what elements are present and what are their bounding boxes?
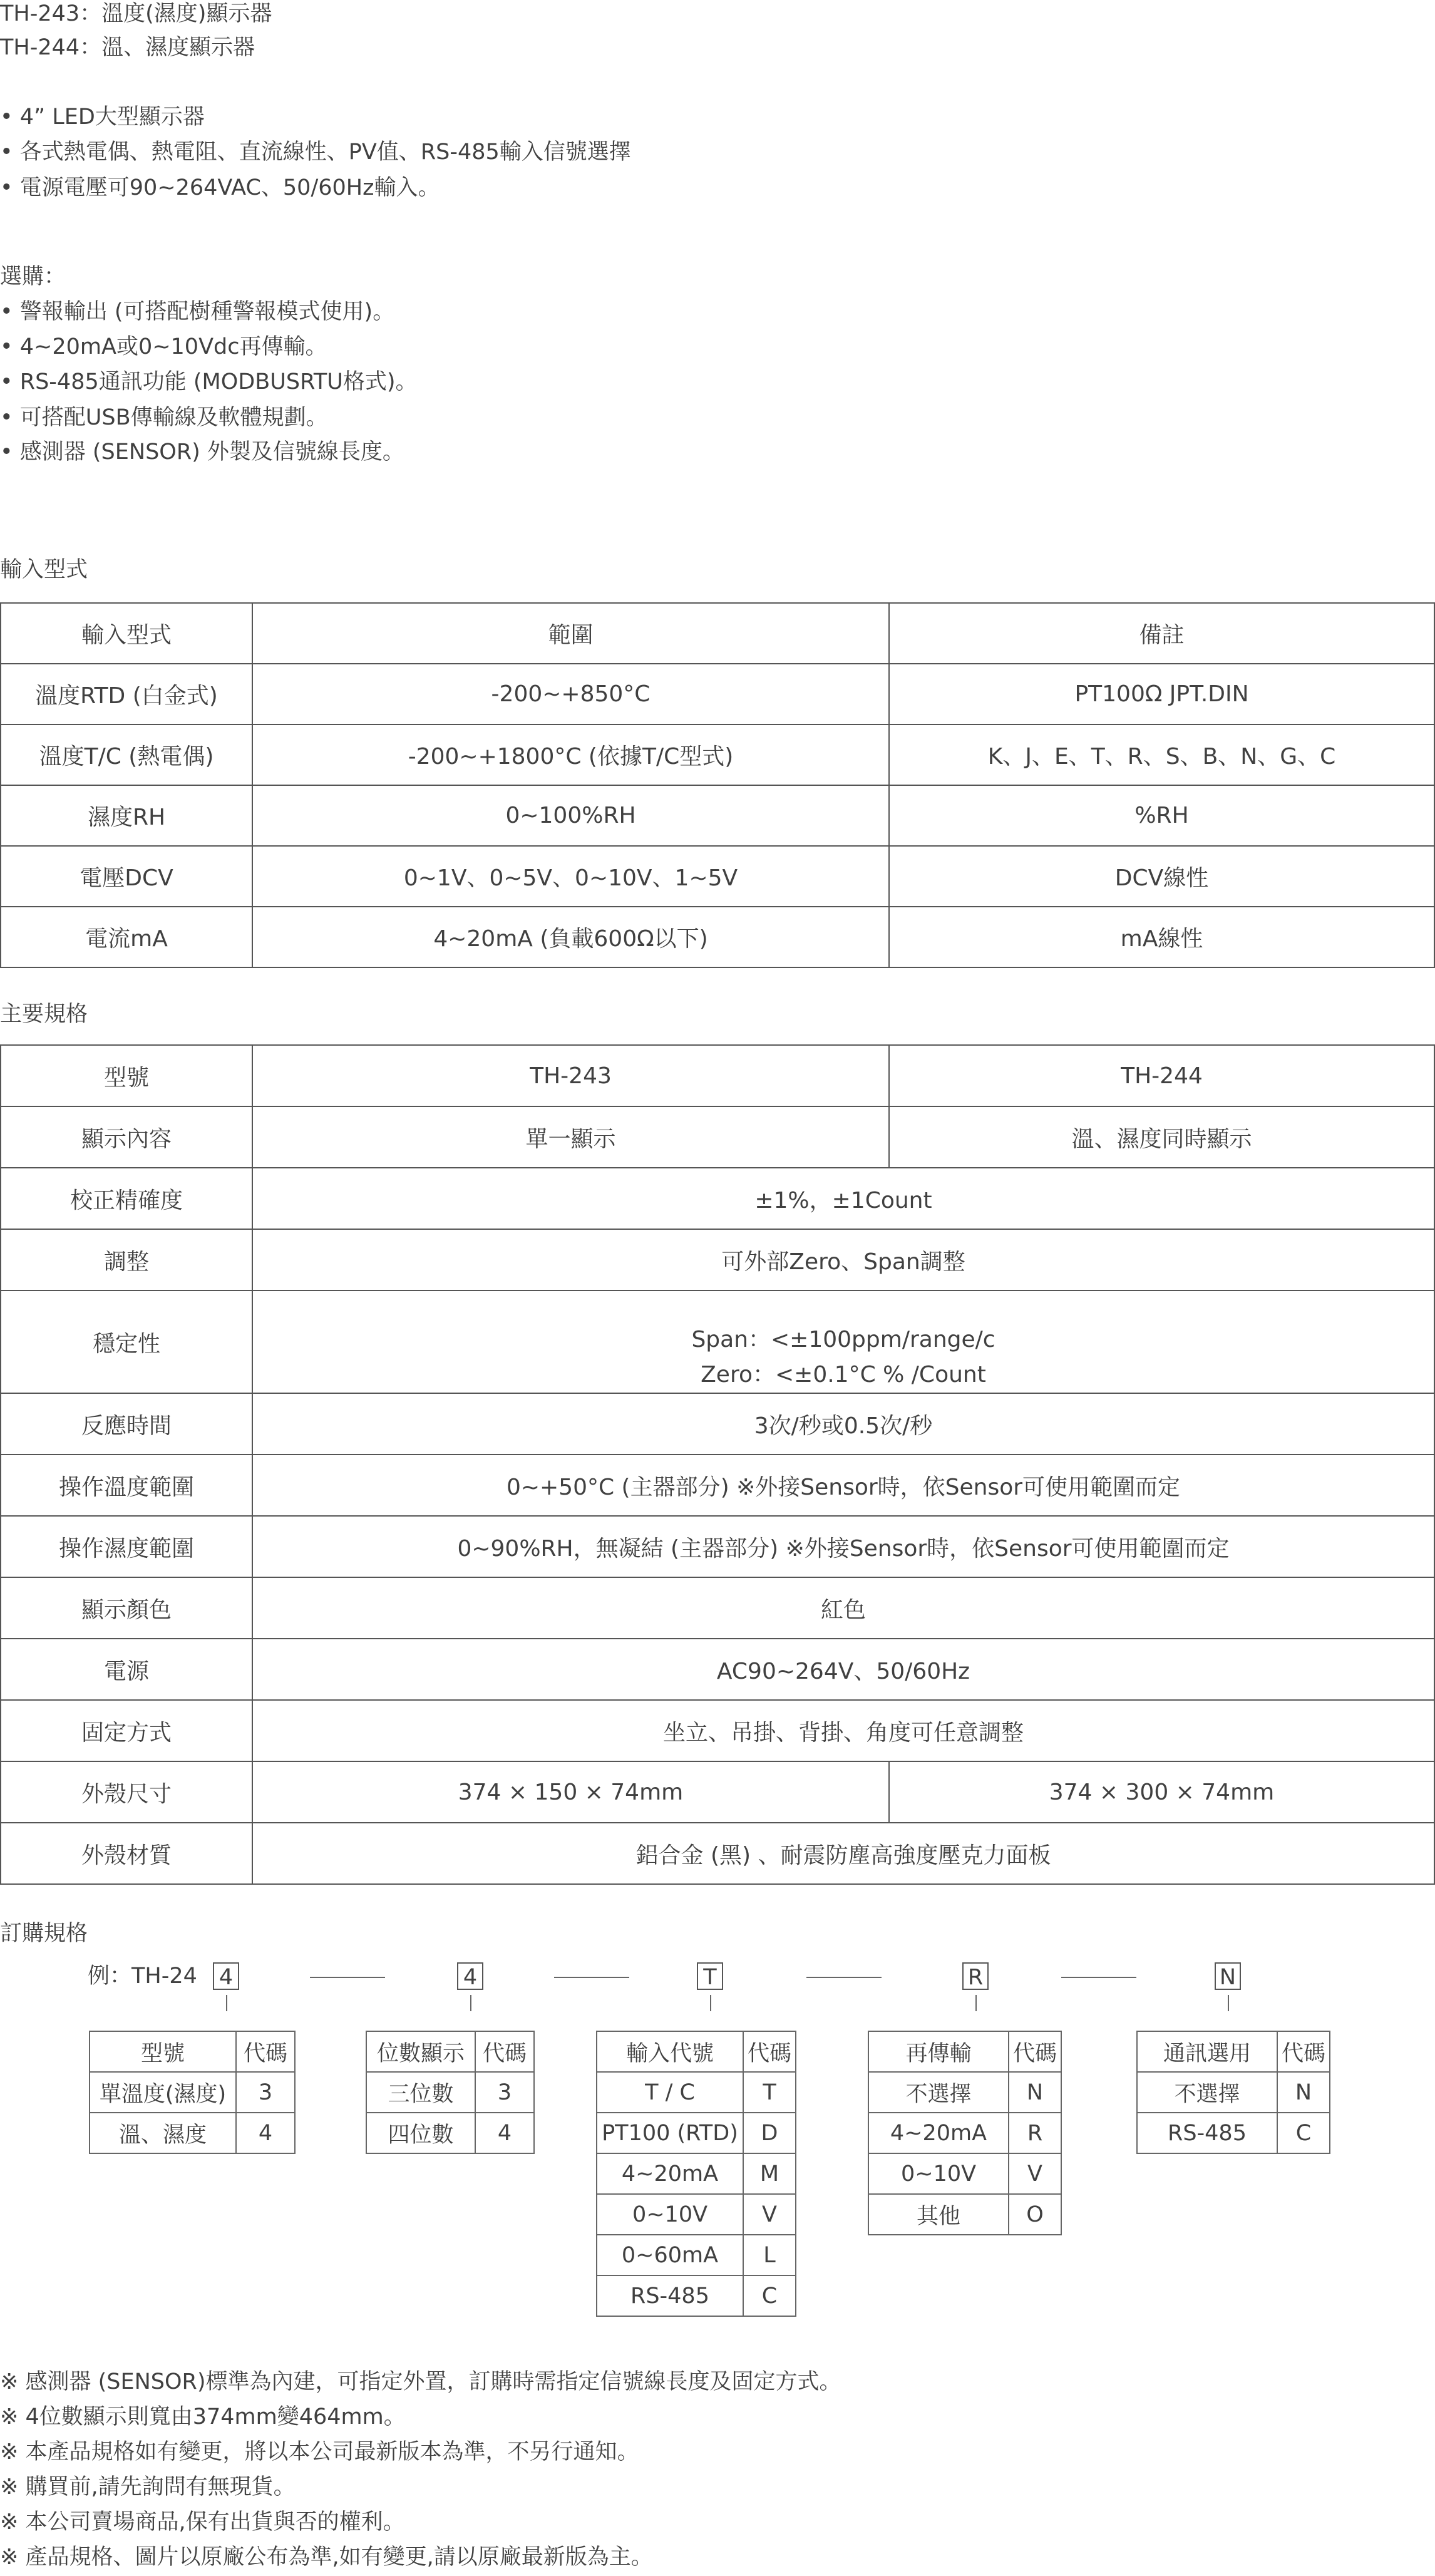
- table-cell: PT100Ω JPT.DIN: [889, 664, 1434, 724]
- table-cell: 0~+50°C (主器部分) ※外接Sensor時，依Sensor可使用範圍而定: [252, 1455, 1434, 1516]
- table-row: [1, 1823, 1434, 1884]
- table-cell: 濕度RH: [1, 785, 252, 846]
- table-cell: O: [1009, 2194, 1061, 2235]
- table-cell: 單溫度(濕度): [90, 2072, 236, 2113]
- table-row: [1, 785, 1434, 846]
- header-cell: 備註: [889, 603, 1434, 664]
- header-cell: 型號: [90, 2031, 236, 2072]
- table-cell: ±1%，±1Count: [252, 1168, 1434, 1229]
- table-cell: 不選擇: [1137, 2072, 1277, 2113]
- table-cell: T / C: [597, 2072, 743, 2113]
- table-cell: 0~1V、0~5V、0~10V、1~5V: [252, 846, 889, 907]
- connector-line: [710, 1995, 711, 2011]
- table-row: [1, 1639, 1434, 1700]
- model-line-243: TH-243：溫度(濕度)顯示器: [0, 1, 272, 26]
- order-table-comm: [1136, 2031, 1330, 2154]
- table-cell: 溫度RTD (白金式): [1, 664, 252, 724]
- spec-table: [0, 1044, 1435, 1885]
- order-code-box: 4: [457, 1962, 483, 1990]
- note-item: ※ 產品規格、圖片以原廠公布為準,如有變更,請以原廠最新版為主。: [0, 2545, 653, 2570]
- table-row: [1, 664, 1434, 724]
- order-example: [88, 1960, 1402, 1992]
- header-cell: 輸入型式: [1, 603, 252, 664]
- order-code-box: 4: [213, 1962, 239, 1990]
- table-cell: 外殼尺寸: [1, 1761, 252, 1823]
- table-cell: 0~10V: [597, 2194, 743, 2235]
- table-cell: 紅色: [252, 1577, 1434, 1639]
- header-cell: 再傳輸: [868, 2031, 1009, 2072]
- table-cell: 3: [475, 2072, 534, 2113]
- table-cell: TH-243: [252, 1045, 889, 1106]
- note-item: ※ 4位數顯示則寬由374mm變464mm。: [0, 2404, 406, 2429]
- table-cell: mA線性: [889, 907, 1434, 967]
- divider: [806, 1977, 882, 1978]
- table-row: [1, 1577, 1434, 1639]
- table-row: [1, 1393, 1434, 1455]
- table-cell: 不選擇: [868, 2072, 1009, 2113]
- table-cell: 反應時間: [1, 1393, 252, 1455]
- table-cell: 0~100%RH: [252, 785, 889, 846]
- order-table-retransmit: [868, 2031, 1062, 2235]
- table-cell: V: [743, 2194, 796, 2235]
- table-cell: 操作溫度範圍: [1, 1455, 252, 1516]
- table-cell: -200~+850°C: [252, 664, 889, 724]
- header-cell: 代碼: [236, 2031, 295, 2072]
- note-item: ※ 購買前,請先詢問有無現貨。: [0, 2475, 296, 2500]
- note-item: ※ 本產品規格如有變更，將以本公司最新版本為準，不另行通知。: [0, 2439, 639, 2465]
- table-header-row: [1, 603, 1434, 664]
- connector-line: [975, 1995, 977, 2011]
- table-cell: [252, 1291, 1434, 1393]
- table-row: [1, 1455, 1434, 1516]
- option-item: • 感測器 (SENSOR) 外製及信號線長度。: [0, 440, 404, 465]
- table-cell: D: [743, 2113, 796, 2153]
- table-row: [1, 1045, 1434, 1106]
- connector-line: [226, 1995, 227, 2011]
- table-cell: 4~20mA: [597, 2153, 743, 2194]
- table-cell: -200~+1800°C (依據T/C型式): [252, 724, 889, 785]
- input-type-table: [0, 602, 1435, 968]
- table-cell: K、J、E、T、R、S、B、N、G、C: [889, 724, 1434, 785]
- connector-line: [1228, 1995, 1229, 2011]
- input-table-title: 輸入型式: [0, 557, 88, 582]
- divider: [310, 1977, 385, 1978]
- header-cell: 代碼: [1009, 2031, 1061, 2072]
- table-cell: 鋁合金 (黑) 、耐震防塵高強度壓克力面板: [252, 1823, 1434, 1884]
- order-table-digits: [366, 2031, 535, 2154]
- table-cell: 其他: [868, 2194, 1009, 2235]
- option-item: • 4~20mA或0~10Vdc再傳輸。: [0, 334, 327, 359]
- table-cell: %RH: [889, 785, 1434, 846]
- options-title: 選購：: [0, 264, 66, 289]
- table-row: [1, 1168, 1434, 1229]
- table-row: [1, 1516, 1434, 1577]
- table-cell: T: [743, 2072, 796, 2113]
- note-item: ※ 本公司賣場商品,保有出貨與否的權利。: [0, 2510, 405, 2535]
- table-row: [1, 1291, 1434, 1393]
- table-cell: 電流mA: [1, 907, 252, 967]
- spec-table-title: 主要規格: [0, 1002, 88, 1027]
- table-cell: 0~10V: [868, 2153, 1009, 2194]
- table-cell: 穩定性: [1, 1291, 252, 1393]
- table-row: [1, 846, 1434, 907]
- table-cell: DCV線性: [889, 846, 1434, 907]
- header-cell: 範圍: [252, 603, 889, 664]
- header-cell: 輸入代號: [597, 2031, 743, 2072]
- table-cell: 坐立、吊掛、背掛、角度可任意調整: [252, 1700, 1434, 1761]
- table-cell: 型號: [1, 1045, 252, 1106]
- order-code-box: R: [962, 1962, 989, 1990]
- order-prefix: 例：TH-24: [88, 1964, 197, 1989]
- table-cell: M: [743, 2153, 796, 2194]
- table-row: [1, 724, 1434, 785]
- table-cell: 4: [475, 2113, 534, 2153]
- header-cell: 位數顯示: [366, 2031, 475, 2072]
- divider: [1061, 1977, 1136, 1978]
- table-row: [1, 907, 1434, 967]
- table-cell: 三位數: [366, 2072, 475, 2113]
- table-cell: N: [1277, 2072, 1330, 2113]
- header-cell: 代碼: [475, 2031, 534, 2072]
- order-table-input: [596, 2031, 796, 2317]
- table-cell: 校正精確度: [1, 1168, 252, 1229]
- table-cell: C: [743, 2275, 796, 2316]
- header-cell: 代碼: [1277, 2031, 1330, 2072]
- table-cell: 操作濕度範圍: [1, 1516, 252, 1577]
- table-cell: TH-244: [889, 1045, 1434, 1106]
- table-cell: 374 × 150 × 74mm: [252, 1761, 889, 1823]
- table-cell: 外殼材質: [1, 1823, 252, 1884]
- stability-zero: Zero：<±0.1°C % /Count: [701, 1362, 986, 1388]
- table-cell: PT100 (RTD): [597, 2113, 743, 2153]
- divider: [554, 1977, 629, 1978]
- feature-item: • 各式熱電偶、熱電阻、直流線性、PV值、RS-485輸入信號選擇: [0, 140, 631, 165]
- header-cell: 通訊選用: [1137, 2031, 1277, 2072]
- table-cell: 可外部Zero、Span調整: [252, 1229, 1434, 1291]
- table-cell: 電源: [1, 1639, 252, 1700]
- order-code-box: T: [697, 1962, 723, 1990]
- table-cell: 調整: [1, 1229, 252, 1291]
- table-cell: 0~60mA: [597, 2235, 743, 2275]
- table-cell: C: [1277, 2113, 1330, 2153]
- table-cell: V: [1009, 2153, 1061, 2194]
- table-cell: 溫、濕度: [90, 2113, 236, 2153]
- stability-span: Span：<±100ppm/range/c: [691, 1327, 995, 1352]
- option-item: • 警報輸出 (可搭配樹種警報模式使用)。: [0, 299, 395, 324]
- header-cell: 代碼: [743, 2031, 796, 2072]
- table-row: [1, 1229, 1434, 1291]
- table-cell: 單一顯示: [252, 1106, 889, 1168]
- table-cell: R: [1009, 2113, 1061, 2153]
- feature-item: • 4” LED大型顯示器: [0, 105, 205, 130]
- table-cell: RS-485: [597, 2275, 743, 2316]
- table-cell: 固定方式: [1, 1700, 252, 1761]
- table-cell: L: [743, 2235, 796, 2275]
- table-cell: 溫度T/C (熱電偶): [1, 724, 252, 785]
- table-cell: 374 × 300 × 74mm: [889, 1761, 1434, 1823]
- note-item: ※ 感測器 (SENSOR)標準為內建，可指定外置，訂購時需指定信號線長度及固定方式。: [0, 2369, 841, 2394]
- table-cell: 四位數: [366, 2113, 475, 2153]
- connector-line: [470, 1995, 471, 2011]
- table-cell: 3: [236, 2072, 295, 2113]
- table-cell: N: [1009, 2072, 1061, 2113]
- table-cell: 顯示內容: [1, 1106, 252, 1168]
- table-cell: 4~20mA (負載600Ω以下): [252, 907, 889, 967]
- order-title: 訂購規格: [0, 1921, 88, 1946]
- model-line-244: TH-244：溫、濕度顯示器: [0, 35, 255, 60]
- table-row: [1, 1700, 1434, 1761]
- order-code-box: N: [1215, 1962, 1241, 1990]
- feature-item: • 電源電壓可90~264VAC、50/60Hz輸入。: [0, 175, 440, 200]
- option-item: • 可搭配USB傳輸線及軟體規劃。: [0, 405, 328, 430]
- table-cell: 顯示顏色: [1, 1577, 252, 1639]
- table-cell: 4: [236, 2113, 295, 2153]
- table-cell: 4~20mA: [868, 2113, 1009, 2153]
- table-row: [1, 1761, 1434, 1823]
- table-cell: 3次/秒或0.5次/秒: [252, 1393, 1434, 1455]
- table-cell: 0~90%RH，無凝結 (主器部分) ※外接Sensor時，依Sensor可使用範圍而定: [252, 1516, 1434, 1577]
- table-cell: RS-485: [1137, 2113, 1277, 2153]
- option-item: • RS-485通訊功能 (MODBUSRTU格式)。: [0, 369, 418, 394]
- table-row: [1, 1106, 1434, 1168]
- table-cell: AC90~264V、50/60Hz: [252, 1639, 1434, 1700]
- table-cell: 電壓DCV: [1, 846, 252, 907]
- order-table-model: [89, 2031, 296, 2154]
- table-cell: 溫、濕度同時顯示: [889, 1106, 1434, 1168]
